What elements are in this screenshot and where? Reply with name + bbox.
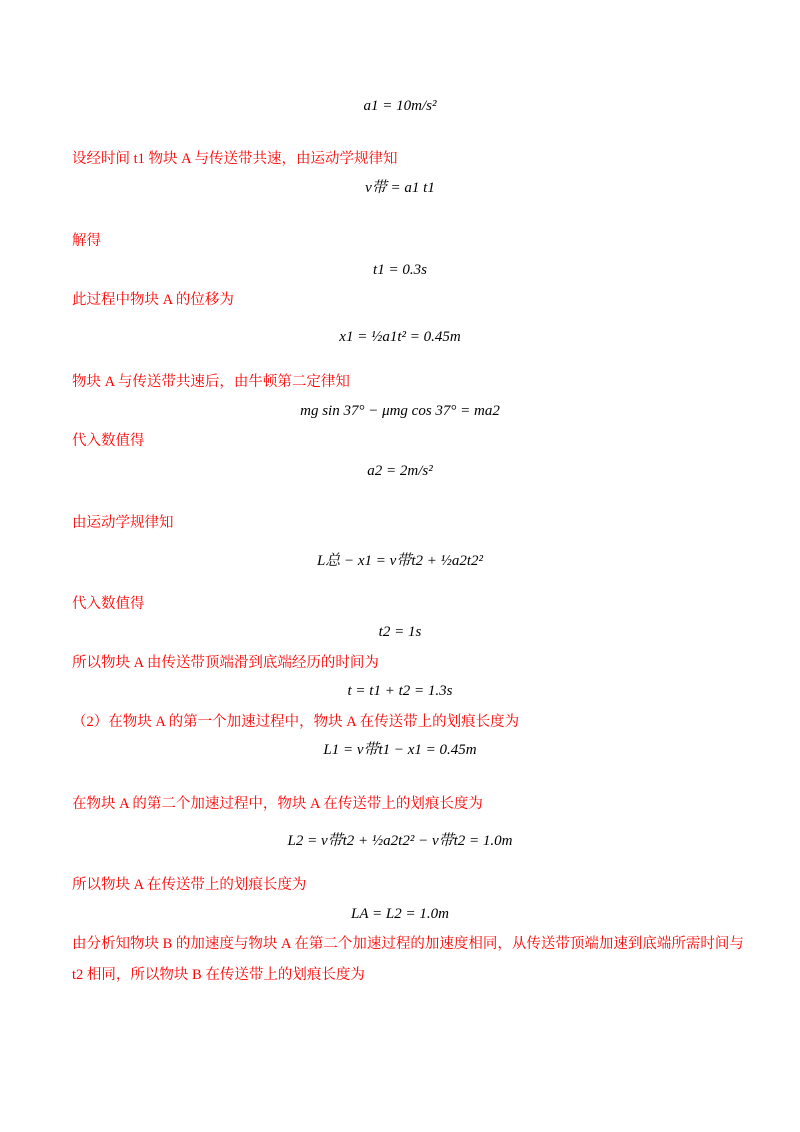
equation-v-belt: v带 = a1 t1 [365,180,435,196]
equation-kinematics: L总 − x1 = v带t2 + ½a2t2² [316,553,484,569]
text-paragraph: 在物块 A 的第二个加速过程中，物块 A 在传送带上的划痕长度为 [72,796,483,812]
text-paragraph: 代入数值得 [72,433,145,449]
text-paragraph: 所以物块 A 在传送带上的划痕长度为 [72,877,307,893]
equation-t-total: t = t1 + t2 = 1.3s [347,683,453,699]
equation-a1: a1 = 10m/s² [363,98,437,114]
equation-t2: t2 = 1s [378,624,422,640]
equation-newton: mg sin 37° − μmg cos 37° = ma2 [300,403,500,419]
text-paragraph: 物块 A 与传送带共速后，由牛顿第二定律知 [72,374,350,390]
text-paragraph: 由运动学规律知 [72,515,174,531]
equation-t1: t1 = 0.3s [373,262,427,278]
text-paragraph: （2）在物块 A 的第一个加速过程中，物块 A 在传送带上的划痕长度为 [72,714,520,730]
text-paragraph: 解得 [72,233,101,249]
text-paragraph: 代入数值得 [72,596,145,612]
text-paragraph: 所以物块 A 由传送带顶端滑到底端经历的时间为 [72,655,379,671]
equation-LA: LA = L2 = 1.0m [351,906,449,922]
equation-a2: a2 = 2m/s² [367,463,433,479]
equation-x1: x1 = ½a1t² = 0.45m [339,329,461,345]
equation-L2: L2 = v带t2 + ½a2t2² − v带t2 = 1.0m [287,833,513,849]
text-paragraph: 设经时间 t1 物块 A 与传送带共速，由运动学规律知 [72,151,398,167]
text-paragraph: 此过程中物块 A 的位移为 [72,292,234,308]
text-paragraph: t2 相同，所以物块 B 在传送带上的划痕长度为 [72,967,365,983]
text-paragraph: 由分析知物块 B 的加速度与物块 A 在第二个加速过程的加速度相同，从传送带顶端加速到底端所需时间与 [72,936,744,952]
equation-L1: L1 = v带t1 − x1 = 0.45m [323,742,477,758]
